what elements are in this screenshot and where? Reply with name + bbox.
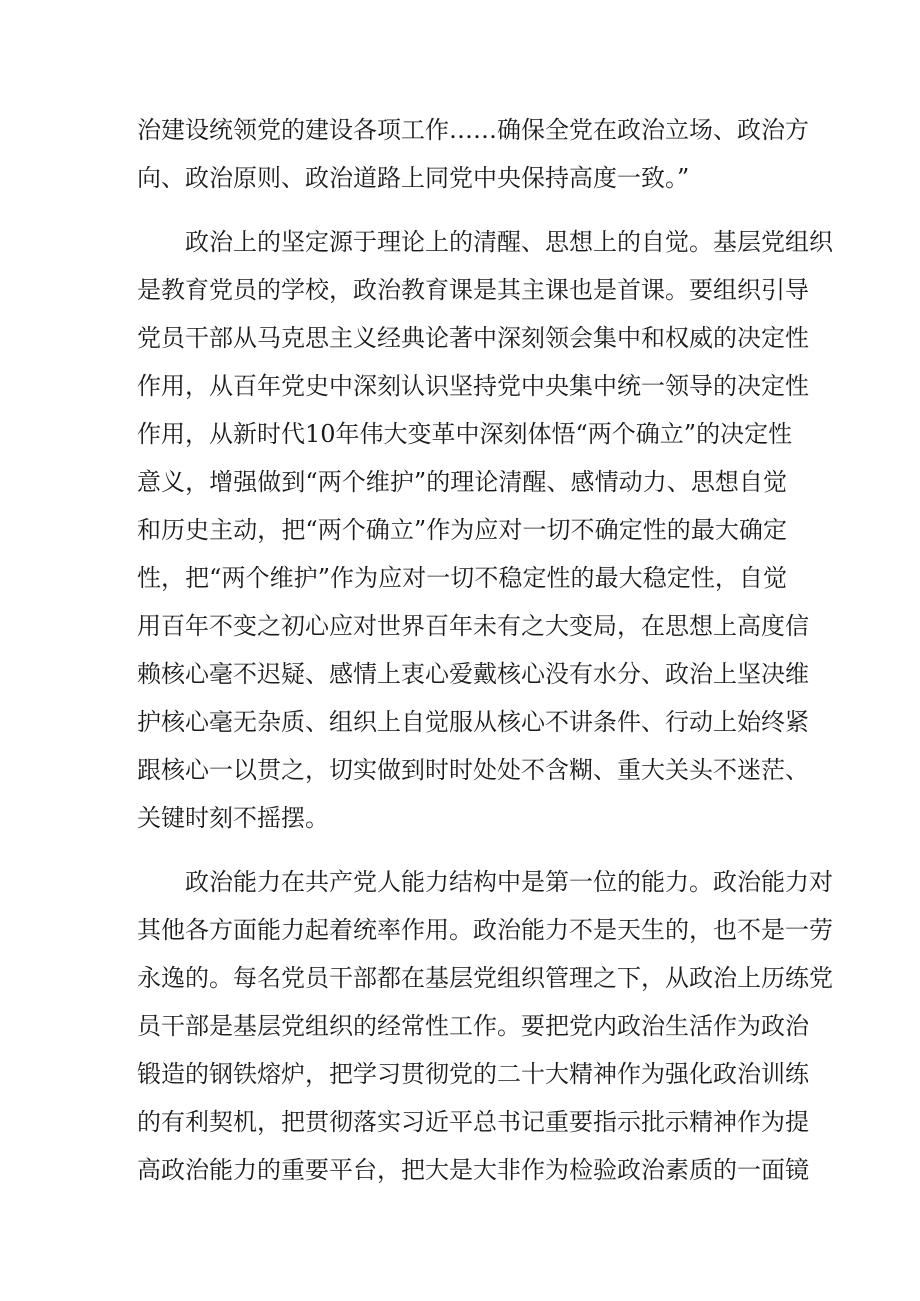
paragraph-2-line-13: 关键时刻不摇摆。 [137, 804, 329, 832]
paragraph-3-line-6: 的有利契机，把贯彻落实习近平总书记重要指示批示精神作为提 [137, 1108, 809, 1136]
paragraph-2-line-9: 用百年不变之初心应对世界百年未有之大变局，在思想上高度信 [137, 612, 809, 640]
paragraph-3-line-2: 其他各方面能力起着统率作用。政治能力不是天生的，也不是一劳 [137, 916, 833, 944]
paragraph-2-line-7: 和历史主动，把“两个确立”作为应对一切不确定性的最大确定 [137, 516, 787, 544]
paragraph-2-line-6: 意义，增强做到“两个维护”的理论清醒、感情动力、思想自觉 [137, 468, 787, 496]
paragraph-2-line-8: 性，把“两个维护”作为应对一切不稳定性的最大稳定性，自觉 [137, 564, 787, 592]
paragraph-2-line-10: 赖核心毫不迟疑、感情上衷心爱戴核心没有水分、政治上坚决维 [137, 660, 809, 688]
paragraph-3-line-1: 政治能力在共产党人能力结构中是第一位的能力。政治能力对 [185, 868, 833, 896]
paragraph-2-line-2: 是教育党员的学校，政治教育课是其主课也是首课。要组织引导 [137, 276, 809, 304]
paragraph-2-line-11: 护核心毫无杂质、组织上自觉服从核心不讲条件、行动上始终紧 [137, 708, 809, 736]
paragraph-2-line-4: 作用，从百年党史中深刻认识坚持党中央集中统一领导的决定性 [137, 372, 809, 400]
paragraph-1-line-2: 向、政治原则、政治道路上同党中央保持高度一致。” [137, 164, 690, 192]
paragraph-2-line-3: 党员干部从马克思主义经典论著中深刻领会集中和权威的决定性 [137, 324, 809, 352]
paragraph-3-line-7: 高政治能力的重要平台，把大是大非作为检验政治素质的一面镜 [137, 1156, 809, 1184]
paragraph-2-line-12: 跟核心一以贯之，切实做到时时处处不含糊、重大关头不迷茫、 [137, 756, 809, 784]
paragraph-3-line-5: 锻造的钢铁熔炉，把学习贯彻党的二十大精神作为强化政治训练 [137, 1060, 809, 1088]
paragraph-1-line-1: 治建设统领党的建设各项工作……确保全党在政治立场、政治方 [137, 116, 809, 144]
paragraph-3-line-4: 员干部是基层党组织的经常性工作。要把党内政治生活作为政治 [137, 1012, 809, 1040]
paragraph-2-line-1: 政治上的坚定源于理论上的清醒、思想上的自觉。基层党组织 [185, 228, 833, 256]
paragraph-3-line-3: 永逸的。每名党员干部都在基层党组织管理之下，从政治上历练党 [137, 964, 833, 992]
paragraph-2-line-5: 作用，从新时代10年伟大变革中深刻体悟“两个确立”的决定性 [137, 420, 793, 448]
